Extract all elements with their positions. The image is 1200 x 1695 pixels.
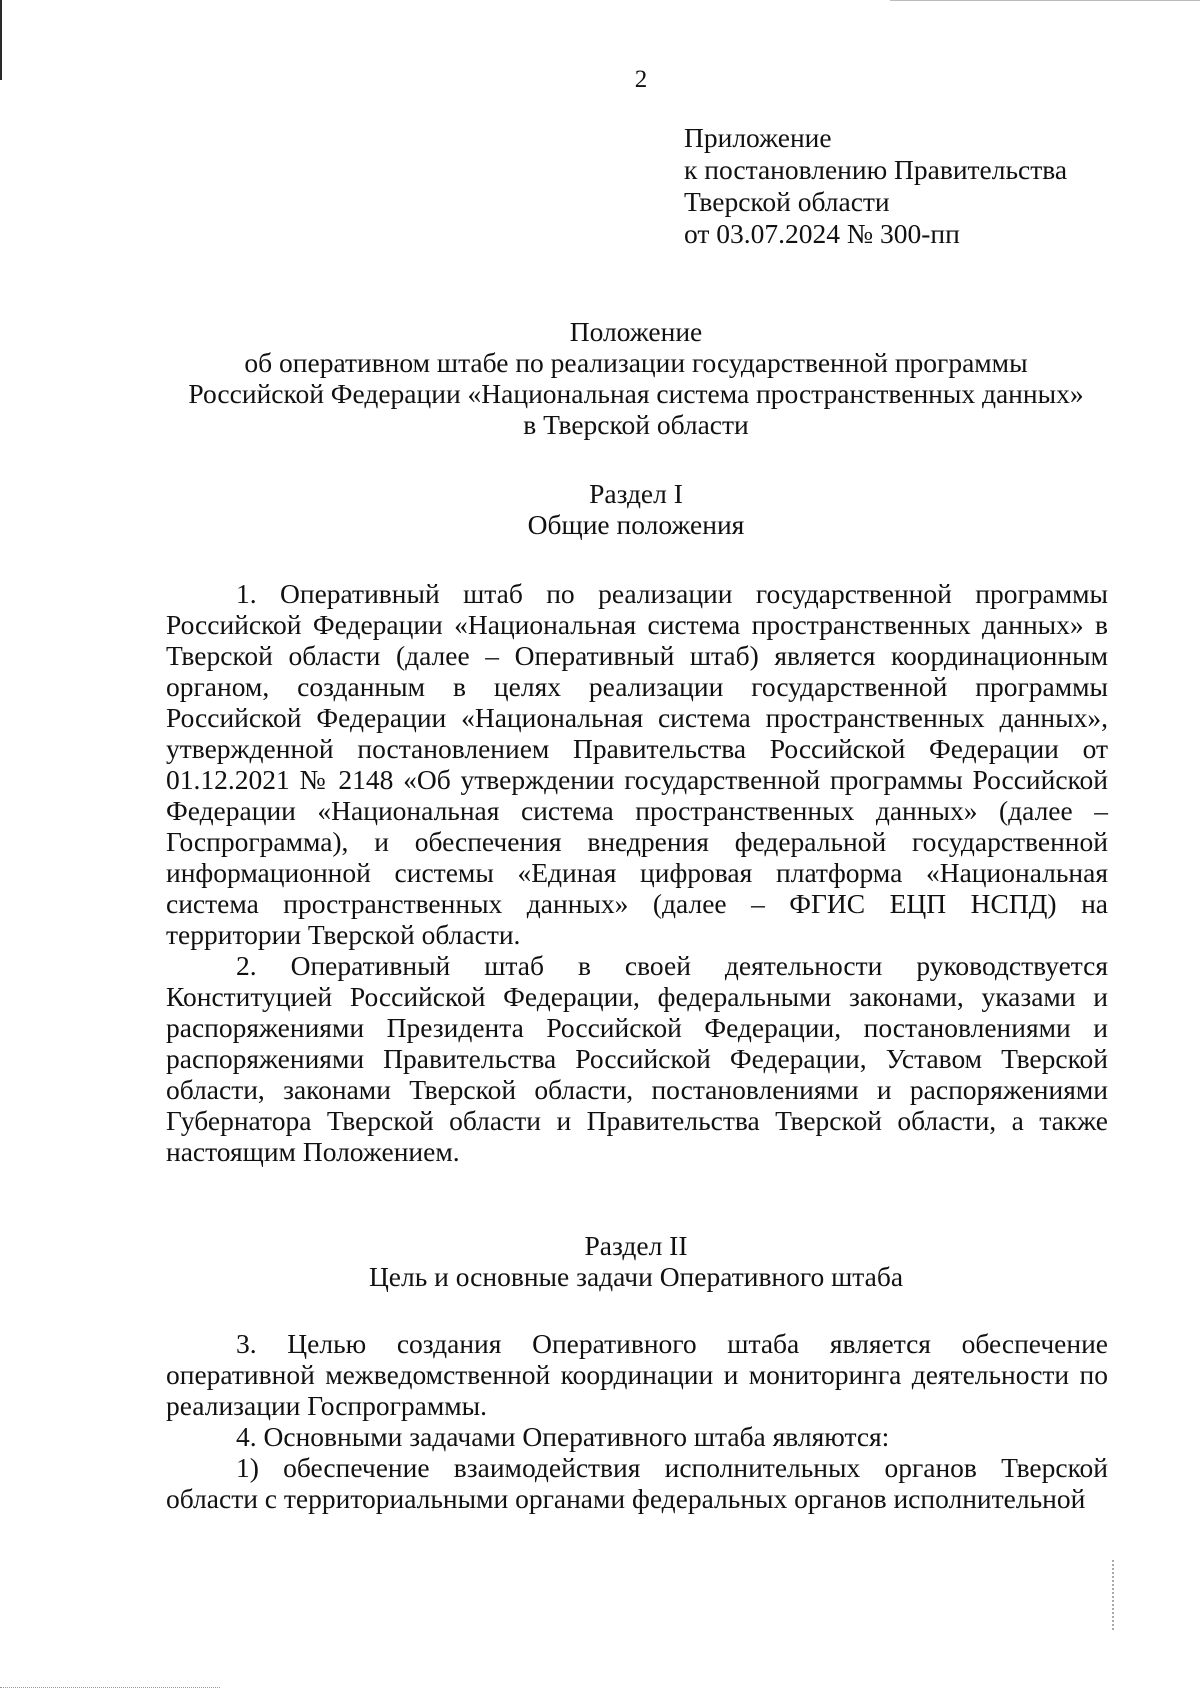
appendix-line: Тверской области <box>684 186 890 217</box>
paragraph: 1) обеспечение взаимодействия исполнительных органов Тверской области с территориальными органами федеральных органов исполнительной <box>166 1452 1108 1514</box>
section-subheading: Общие положения <box>527 509 745 540</box>
paragraph: 1. Оперативный штаб по реализации государственной программы Российской Федерации «Национальная система пространственных данных» в Тверской области (далее – Оперативный штаб) является координационным органом, созданным в целях реализации государственной программы Российской Федерации «Национальная система пространственных данных», утвержденной постановлением Правительства Российской Федерации от 01.12.2021 № 2148 «Об утверждении государственной программы Российской Федерации «Национальная система пространственных данных» (далее – Госпрограмма), и обеспечения внедрения федеральной государственной информационной системы «Единая цифровая платформа «Национальная система пространственных данных» (далее – ФГИС ЕЦП НСПД) на территории Тверской области. <box>166 578 1108 950</box>
document-title <box>166 316 1106 440</box>
section-subheading: Цель и основные задачи Оперативного штаба <box>368 1261 904 1292</box>
scan-edge-mark <box>1112 1560 1116 1630</box>
page-number: 2 <box>634 66 648 93</box>
title-line: Положение <box>569 316 703 347</box>
scan-edge-mark <box>0 1687 220 1689</box>
section-heading: Раздел I <box>589 478 683 509</box>
title-line: Российской Федерации «Национальная система пространственных данных» <box>188 378 1084 409</box>
scan-edge-mark <box>890 0 1200 1</box>
appendix-line: к постановлению Правительства <box>684 154 1068 185</box>
title-line: об оперативном штабе по реализации государственной программы <box>244 347 1028 378</box>
appendix-line: Приложение <box>684 122 832 153</box>
title-line: в Тверской области <box>523 409 749 440</box>
section-heading: Раздел II <box>584 1230 688 1261</box>
appendix-line: от 03.07.2024 № 300-пп <box>684 218 960 249</box>
section-1-body <box>166 578 1108 1167</box>
section-2-header <box>166 1230 1106 1292</box>
paragraph: 4. Основными задачами Оперативного штаба являются: <box>236 1421 890 1452</box>
paragraph: 3. Целью создания Оперативного штаба является обеспечение оперативной межведомственной координации и мониторинга деятельности по реализации Госпрограммы. <box>166 1328 1108 1421</box>
section-1-header <box>166 478 1106 540</box>
section-2-body <box>166 1328 1108 1514</box>
paragraph: 2. Оперативный штаб в своей деятельности руководствуется Конституцией Российской Федерации, федеральными законами, указами и распоряжениями Президента Российской Федерации, постановлениями и распоряжениями Правительства Российской Федерации, Уставом Тверской области, законами Тверской области, постановлениями и распоряжениями Губернатора Тверской области и Правительства Тверской области, а также настоящим Положением. <box>166 950 1108 1167</box>
appendix-header <box>684 122 1067 250</box>
